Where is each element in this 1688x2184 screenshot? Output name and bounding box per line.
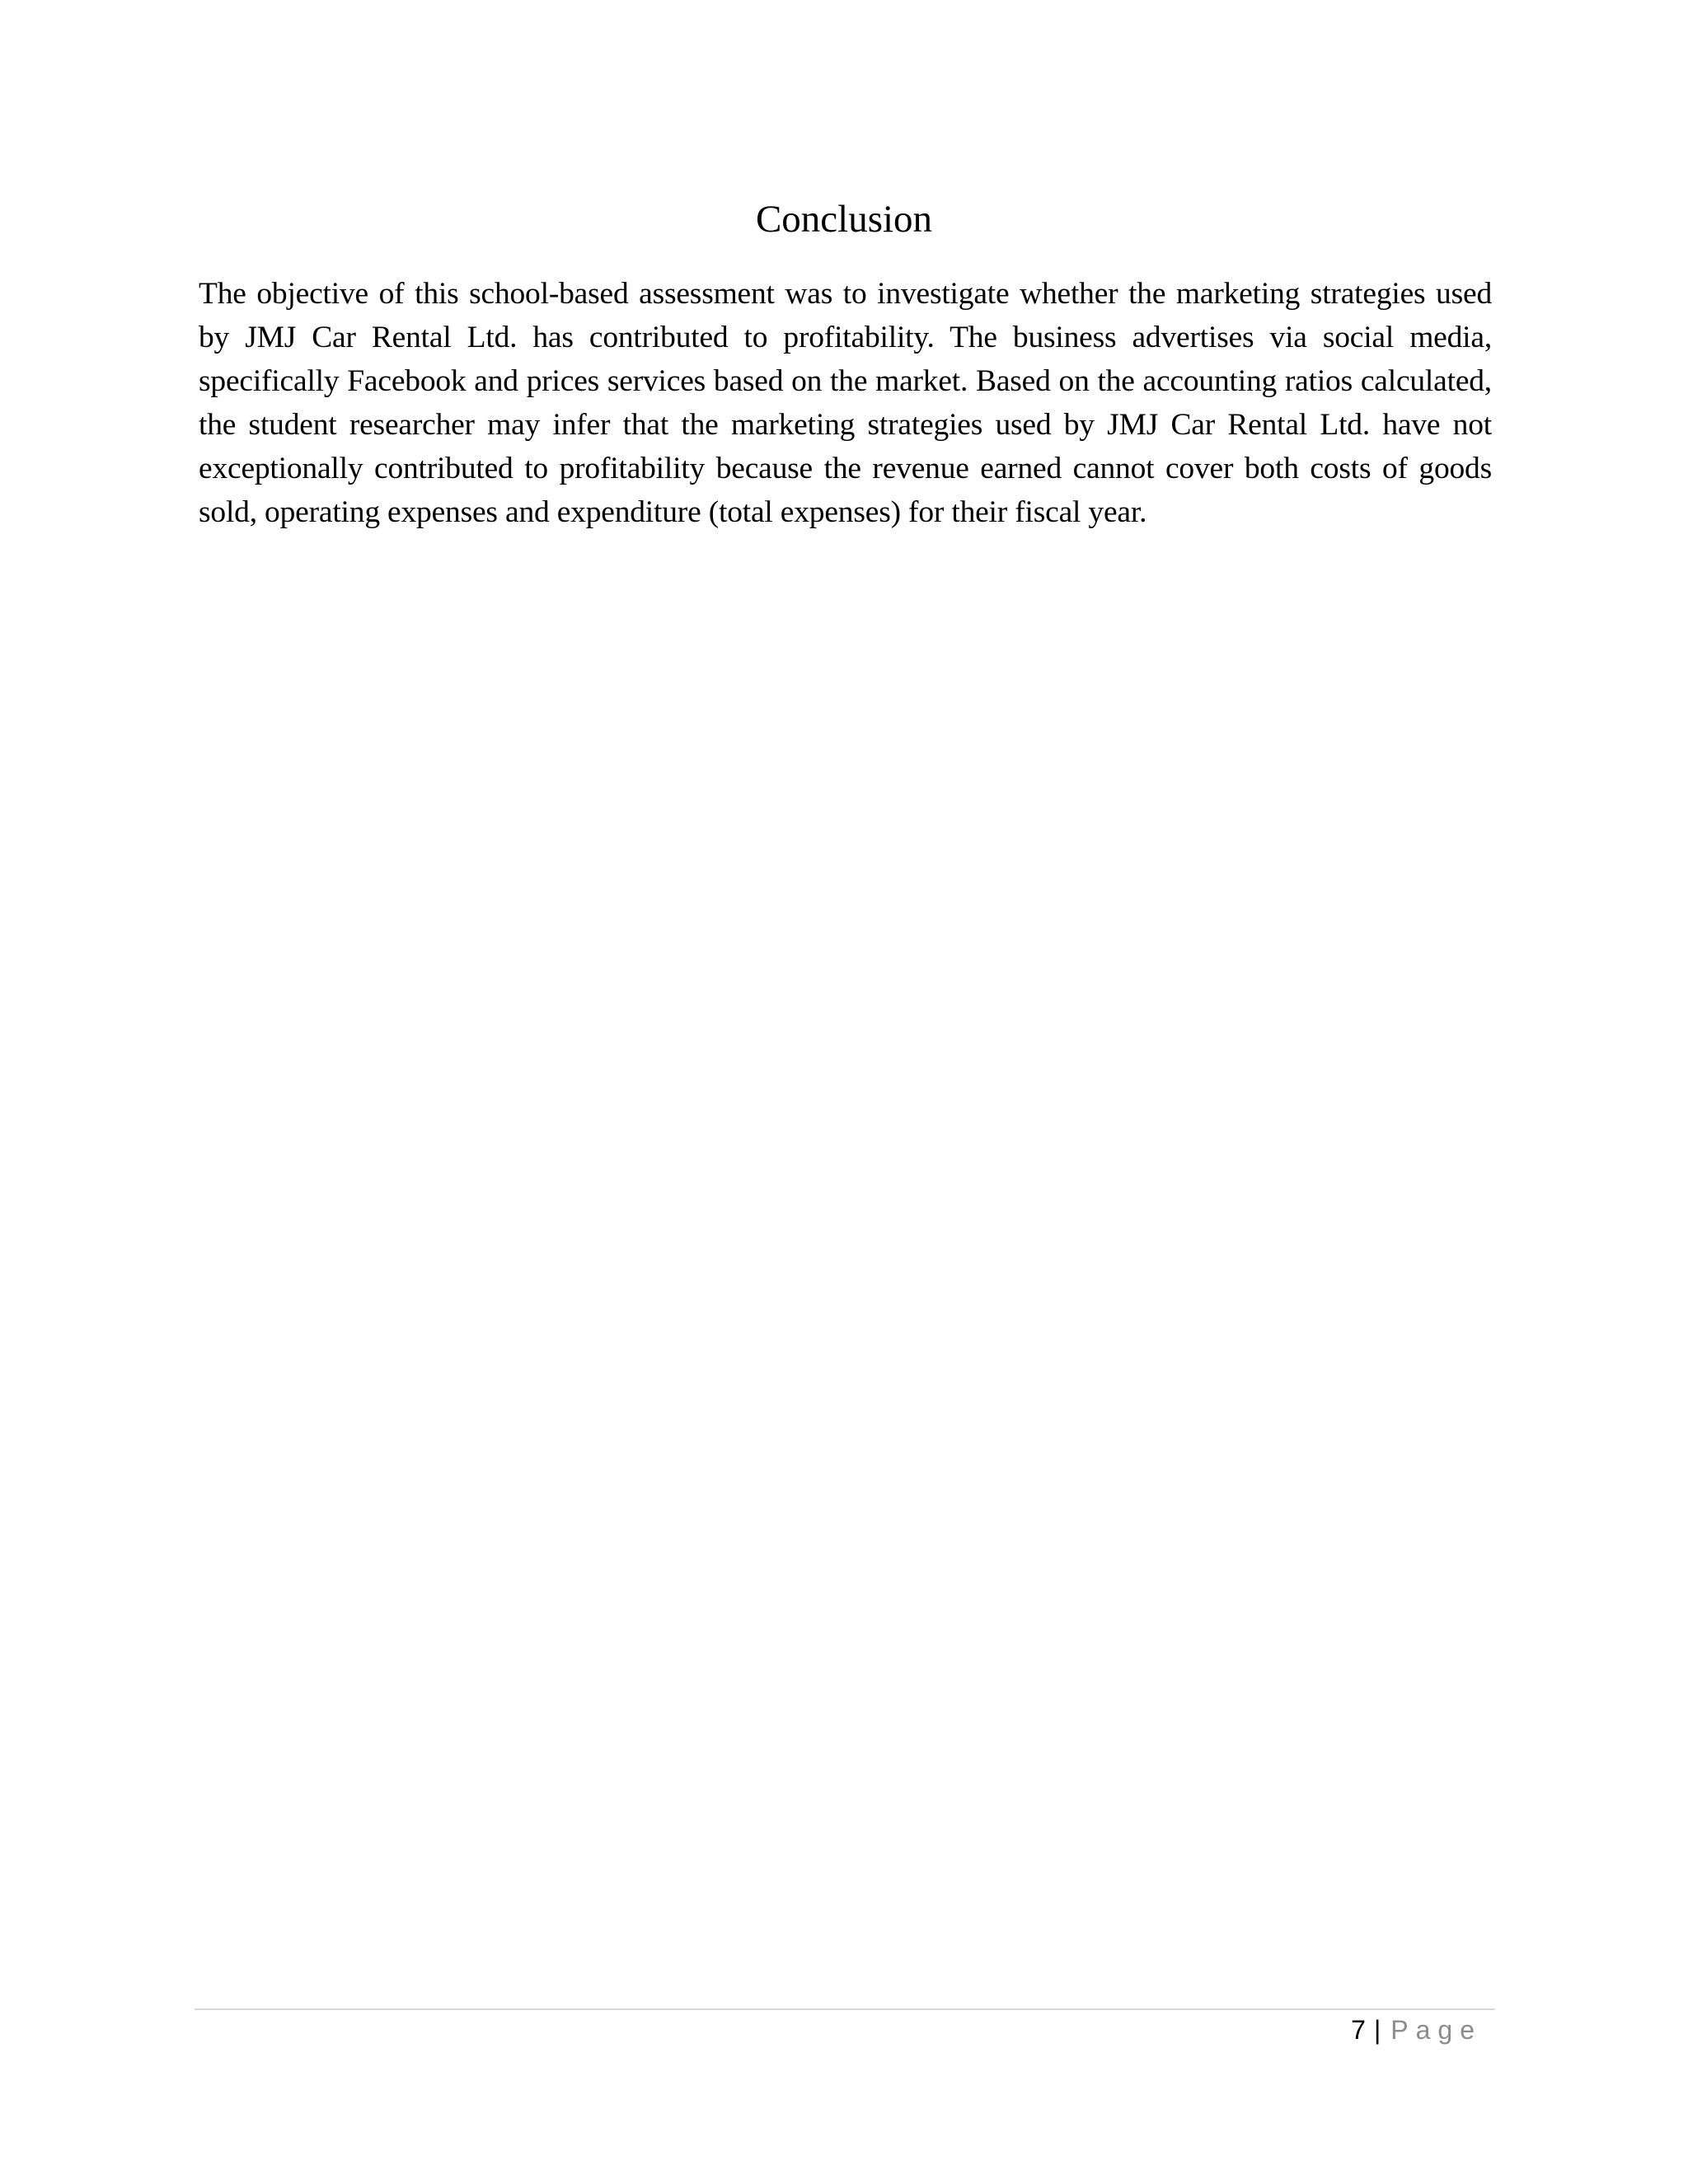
page-footer bbox=[1351, 2009, 1482, 2050]
page-label: Page bbox=[1390, 2015, 1482, 2045]
footer-separator: | bbox=[1373, 2015, 1381, 2045]
conclusion-paragraph: The objective of this school-based assessment was to investigate whether the marketing strategies used by JMJ Car Rental Ltd. has contributed to profitability. The business advertises via social media, specifically Facebook and prices services based on the market. Based on the accounting ratios calculated, the student researcher may infer that the marketing strategies used by JMJ Car Rental Ltd. have not exceptionally contributed to profitability because the revenue earned cannot cover both costs of goods sold, operating expenses and expenditure (total expenses) for their fiscal year. bbox=[199, 277, 1492, 529]
page-number: 7 bbox=[1351, 2015, 1366, 2045]
footer-divider bbox=[195, 2008, 1495, 2010]
section-heading: Conclusion bbox=[755, 198, 933, 241]
